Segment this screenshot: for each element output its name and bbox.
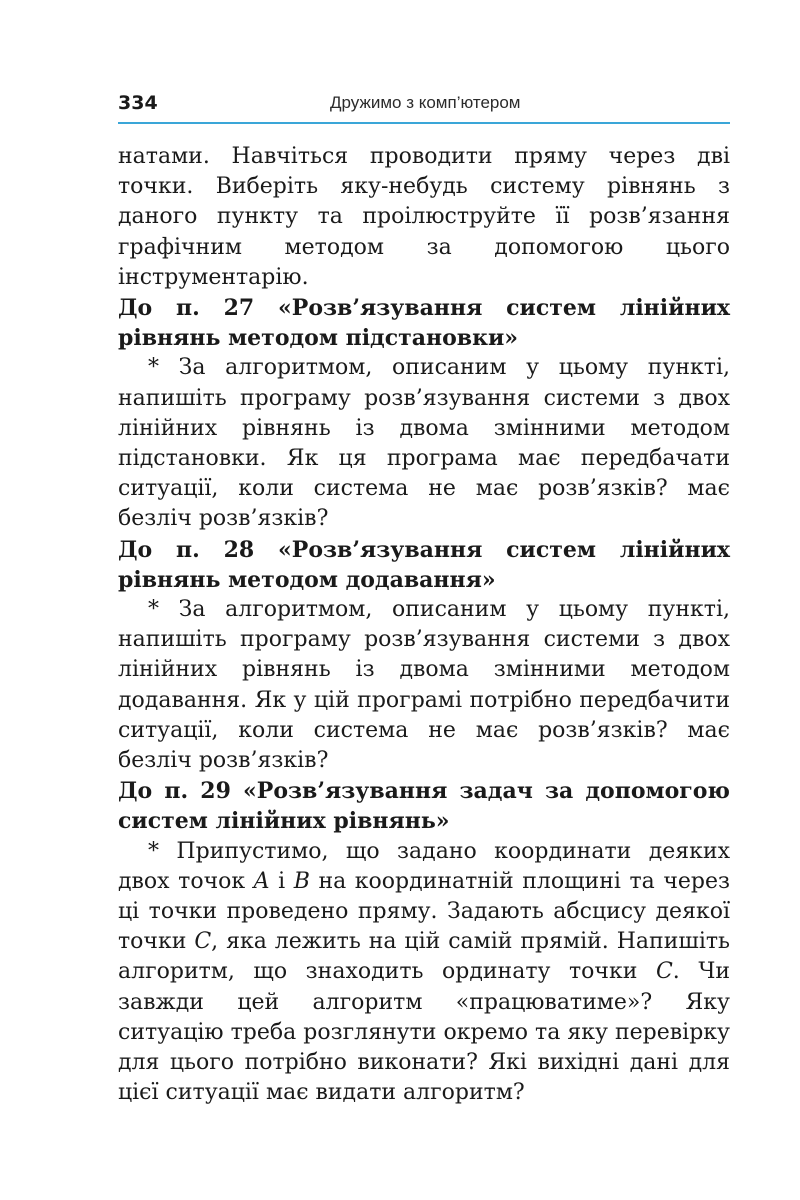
header-rule [118, 122, 730, 124]
continued-paragraph: натами. Навчіться проводити пряму через дві точки. Виберіть яку-небудь систему рівнянь з даного пункту та проілюструйте її розв’язання графічним методом за допомогою цього інструментарію. [118, 144, 730, 290]
text-body [118, 142, 730, 1109]
running-header [118, 92, 730, 120]
exercise-paragraph-28: * За алгоритмом, описаним у цьому пункті, напишіть програму розв’язування системи з двох лінійних рівнянь із двома змінними методом додавання. Як у цій програмі потрібно передбачити ситуації, коли система не має розв’язків? має безліч розв’язків? [118, 597, 730, 774]
running-title: Дружимо з комп’ютером [330, 93, 521, 112]
paragraph-text: . Чи завжди цей алгоритм «працюватиме»? Яку ситуацію треба розглянути окремо та яку перевірку для цього потрібно виконати? Які вихідні дані для цієї ситуації має видати алгоритм? [118, 959, 730, 1106]
point-c-variable: C [194, 929, 212, 955]
section-heading-29: До п. 29 «Розв’язування задач за допомогою систем лінійних рівнянь» [118, 778, 730, 835]
point-c-variable: C [655, 959, 673, 985]
section-heading-28: До п. 28 «Розв’язування систем лінійних рівнянь методом додавання» [118, 536, 730, 593]
page-number: 334 [118, 92, 158, 114]
paragraph-text: і [269, 868, 294, 894]
paragraph-text: на координатній площині та через ці точки проведено пряму. Задають абсцису деякої точки [118, 868, 730, 955]
point-a-variable: A [253, 868, 270, 894]
exercise-paragraph-29 [118, 837, 730, 1109]
section-heading-27: До п. 27 «Розв’язування систем лінійних рівнянь методом підстановки» [118, 295, 730, 352]
paragraph-text: , яка лежить на цій самій прямій. Напишіть алгоритм, що знаходить ординату точки [118, 929, 730, 985]
paragraph-text: * Припустимо, що задано координати деяких двох точок [118, 838, 730, 894]
point-b-variable: B [293, 868, 310, 894]
exercise-paragraph-27: * За алгоритмом, описаним у цьому пункті, напишіть програму розв’язування системи з двох лінійних рівнянь із двома змінними методом підстановки. Як ця програма має передбачати ситуації, коли система не має розв’язків? має безліч розв’язків? [118, 355, 730, 532]
